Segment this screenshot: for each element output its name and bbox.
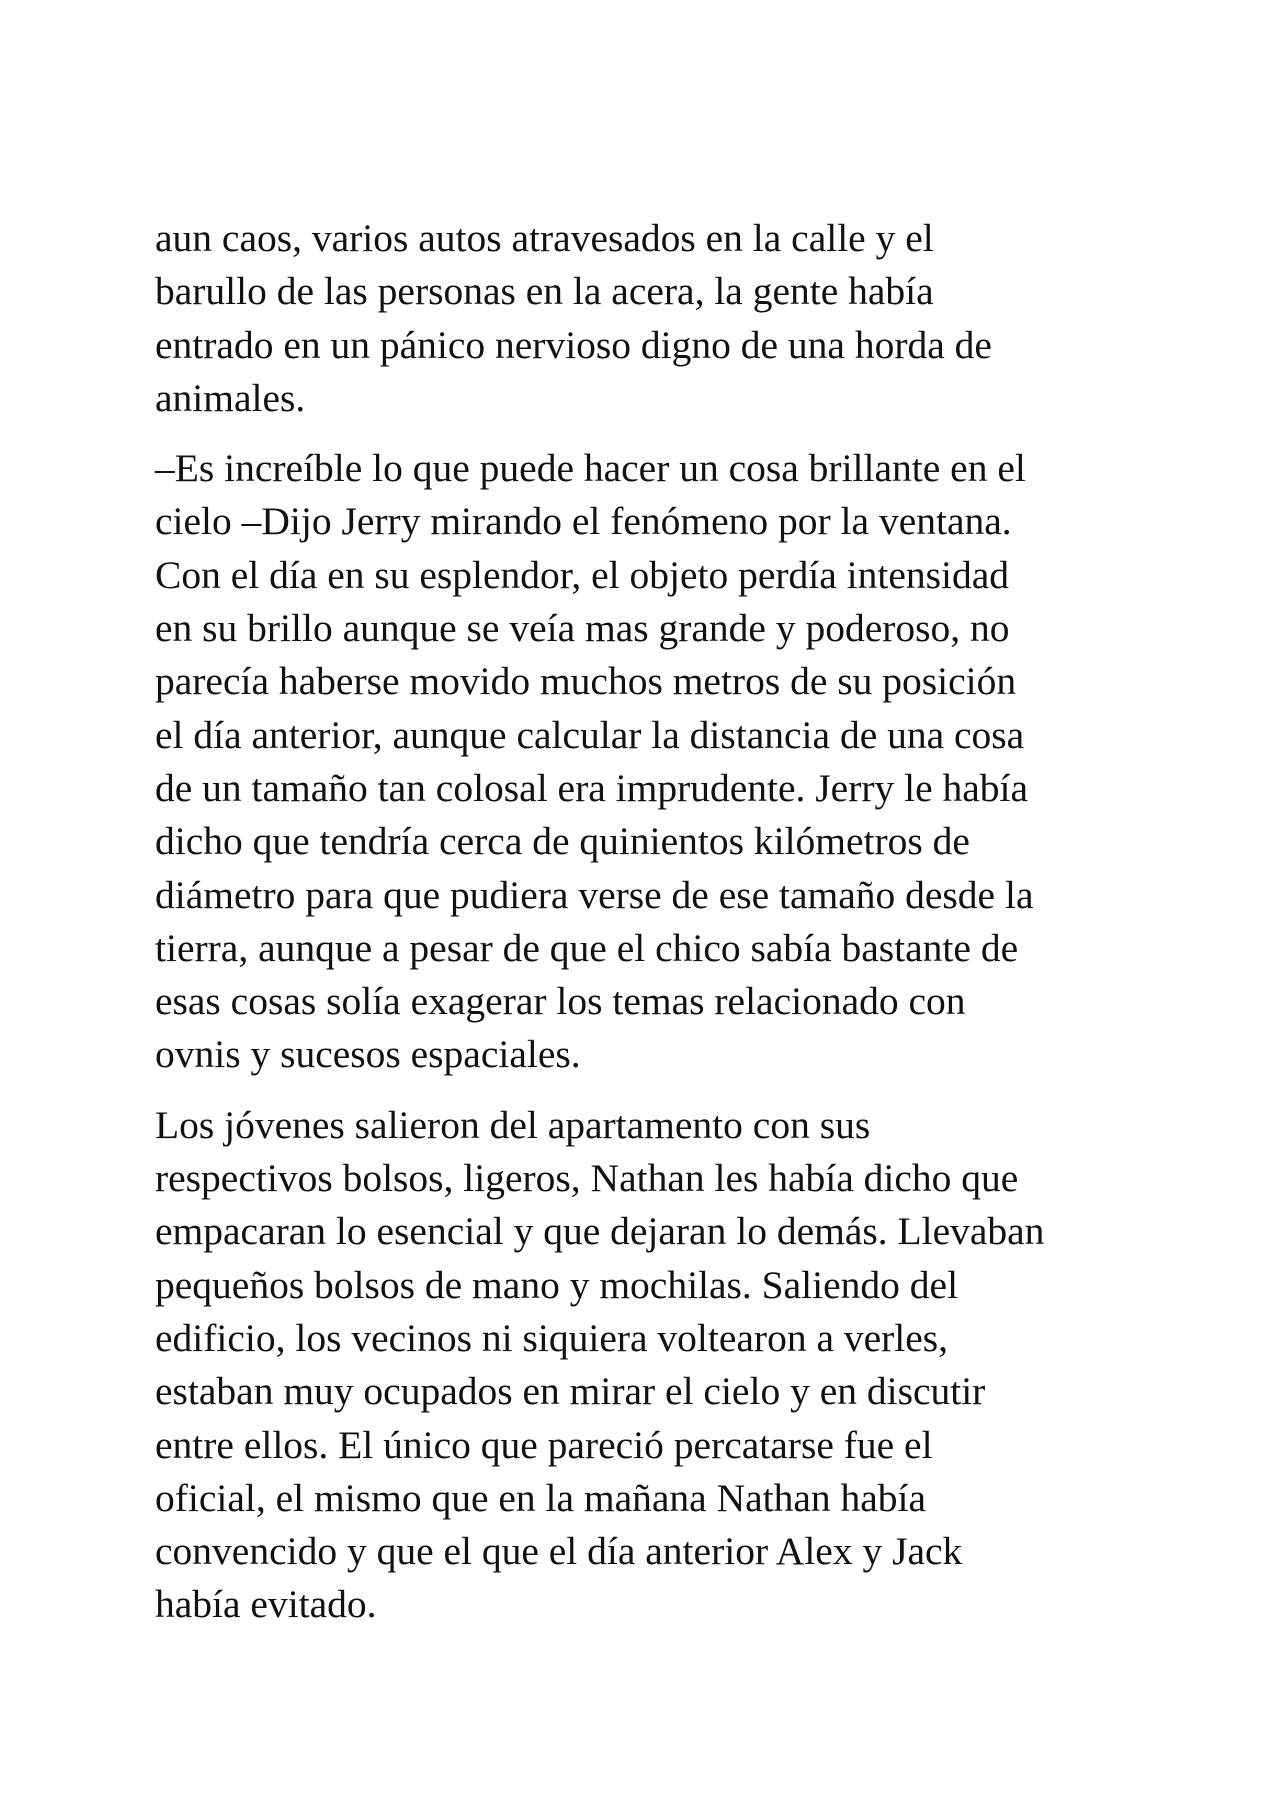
text-line: tierra, aunque a pesar de que el chico sabía bastante de — [155, 925, 1019, 970]
text-line: respectivos bolsos, ligeros, Nathan les había dicho que — [155, 1156, 1019, 1201]
text-line: animales. — [155, 375, 306, 420]
body-text — [155, 212, 1155, 1649]
text-line: barullo de las personas en la acera, la gente había — [155, 269, 934, 314]
text-line: –Es increíble lo que puede hacer un cosa brillante en el — [155, 446, 1026, 491]
text-line: convencido y que el que el día anterior Alex y Jack — [155, 1529, 963, 1574]
paragraph-1 — [155, 212, 1155, 425]
text-line: pequeños bolsos de mano y mochilas. Saliendo del — [155, 1262, 959, 1307]
text-line: cielo –Dijo Jerry mirando el fenómeno por la ventana. — [155, 499, 1012, 544]
text-line: Los jóvenes salieron del apartamento con sus — [155, 1102, 871, 1147]
text-line: el día anterior, aunque calcular la distancia de una cosa — [155, 712, 1025, 757]
text-line: Con el día en su esplendor, el objeto perdía intensidad — [155, 552, 1010, 597]
text-line: parecía haberse movido muchos metros de su posición — [155, 659, 1017, 704]
text-line: dicho que tendría cerca de quinientos kilómetros de — [155, 819, 970, 864]
text-line: entrado en un pánico nervioso digno de una horda de — [155, 322, 992, 367]
text-line: oficial, el mismo que en la mañana Nathan había — [155, 1475, 927, 1520]
text-line: estaban muy ocupados en mirar el cielo y en discutir — [155, 1369, 986, 1414]
text-line: aun caos, varios autos atravesados en la calle y el — [155, 216, 934, 260]
paragraph-3 — [155, 1099, 1155, 1632]
text-line: en su brillo aunque se veía mas grande y poderoso, no — [155, 606, 1010, 651]
text-line: esas cosas solía exagerar los temas relacionado con — [155, 979, 966, 1024]
text-line: de un tamaño tan colosal era imprudente. Jerry le había — [155, 765, 1029, 810]
paragraph-2 — [155, 442, 1155, 1082]
text-line: entre ellos. El único que pareció percatarse fue el — [155, 1422, 933, 1467]
text-line: diámetro para que pudiera verse de ese tamaño desde la — [155, 872, 1034, 917]
text-line: ovnis y sucesos espaciales. — [155, 1032, 581, 1077]
text-line: edificio, los vecinos ni siquiera voltearon a verles, — [155, 1315, 949, 1360]
text-line: había evitado. — [155, 1582, 377, 1627]
text-line: empacaran lo esencial y que dejaran lo demás. Llevaban — [155, 1209, 1045, 1254]
